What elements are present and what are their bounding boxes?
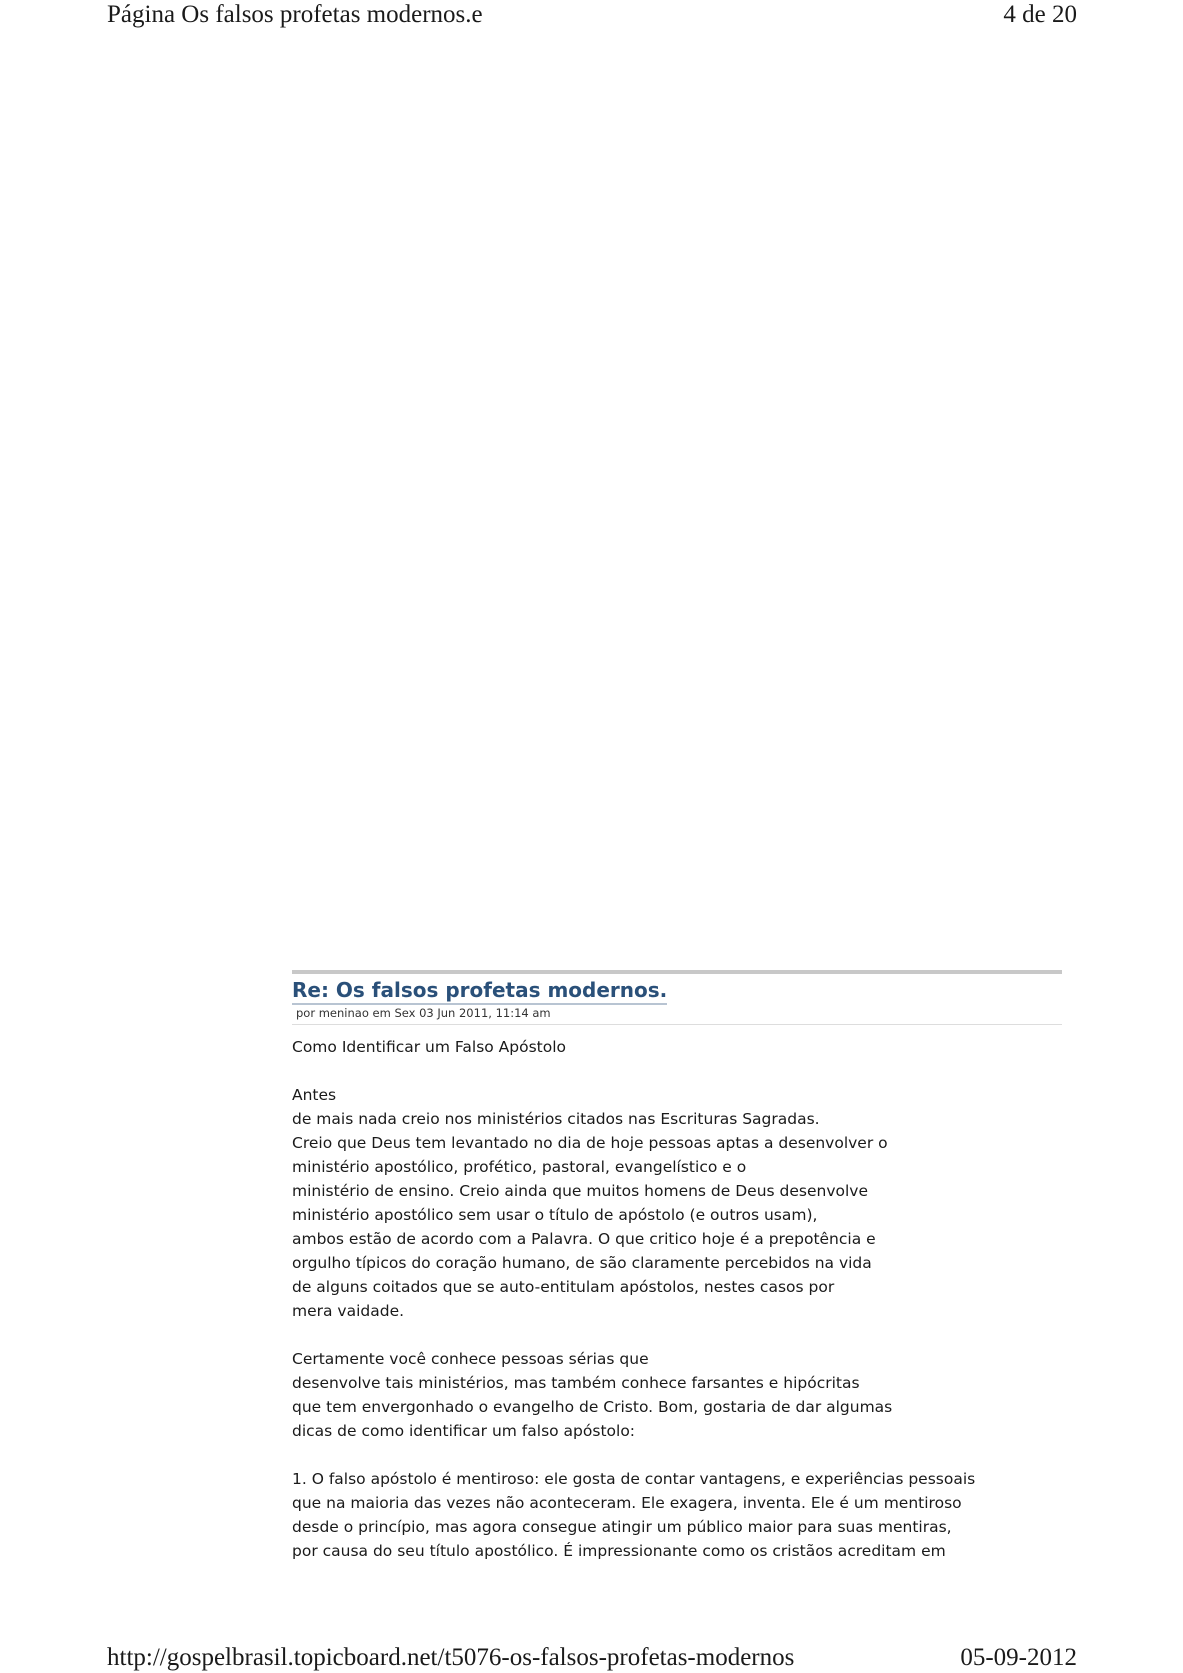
print-footer-url: http://gospelbrasil.topicboard.net/t5076-os-falsos-profetas-modernos bbox=[107, 1644, 795, 1671]
post-body-line: Antes bbox=[292, 1086, 337, 1104]
post-body-line: de alguns coitados que se auto-entitulam apóstolos, nestes casos por bbox=[292, 1278, 835, 1296]
paragraph-gap bbox=[292, 1323, 1062, 1347]
post-body-line: ambos estão de acordo com a Palavra. O que critico hoje é a prepotência e bbox=[292, 1230, 876, 1248]
post-body-line: mera vaidade. bbox=[292, 1302, 405, 1320]
post-body-line: desde o princípio, mas agora consegue atingir um público maior para suas mentiras, bbox=[292, 1518, 952, 1536]
print-footer-date: 05-09-2012 bbox=[960, 1644, 1077, 1671]
forum-post bbox=[292, 970, 1062, 1563]
post-body-line: dicas de como identificar um falso apóstolo: bbox=[292, 1422, 636, 1440]
post-title-link[interactable]: Re: Os falsos profetas modernos. bbox=[292, 977, 667, 1005]
post-meta-divider bbox=[292, 1024, 1062, 1025]
post-body-line: por causa do seu título apostólico. É impressionante como os cristãos acreditam em bbox=[292, 1542, 946, 1560]
post-body-line: orgulho típicos do coração humano, de são claramente percebidos na vida bbox=[292, 1254, 872, 1272]
post-body-line: 1. O falso apóstolo é mentiroso: ele gosta de contar vantagens, e experiências pessoais bbox=[292, 1470, 976, 1488]
post-body bbox=[292, 1035, 1062, 1563]
paragraph-gap bbox=[292, 1059, 1062, 1083]
post-body-line: ministério apostólico sem usar o título de apóstolo (e outros usam), bbox=[292, 1206, 818, 1224]
post-body-line: que na maioria das vezes não aconteceram. Ele exagera, inventa. Ele é um mentiroso bbox=[292, 1494, 962, 1512]
post-body-line: ministério de ensino. Creio ainda que muitos homens de Deus desenvolve bbox=[292, 1182, 869, 1200]
post-body-line: Creio que Deus tem levantado no dia de hoje pessoas aptas a desenvolver o bbox=[292, 1134, 888, 1152]
post-body-line: Certamente você conhece pessoas sérias que bbox=[292, 1350, 649, 1368]
paragraph-gap bbox=[292, 1443, 1062, 1467]
post-body-line: Como Identificar um Falso Apóstolo bbox=[292, 1038, 567, 1056]
print-header-title: Página Os falsos profetas modernos.e bbox=[107, 1, 483, 28]
post-body-line: desenvolve tais ministérios, mas também conhece farsantes e hipócritas bbox=[292, 1374, 860, 1392]
post-body-line: ministério apostólico, profético, pastoral, evangelístico e o bbox=[292, 1158, 747, 1176]
post-top-divider bbox=[292, 970, 1062, 974]
post-body-line: de mais nada creio nos ministérios citados nas Escrituras Sagradas. bbox=[292, 1110, 820, 1128]
post-body-line: que tem envergonhado o evangelho de Cristo. Bom, gostaria de dar algumas bbox=[292, 1398, 893, 1416]
post-meta: por meninao em Sex 03 Jun 2011, 11:14 am bbox=[296, 1006, 551, 1020]
print-page-counter: 4 de 20 bbox=[1003, 1, 1077, 28]
